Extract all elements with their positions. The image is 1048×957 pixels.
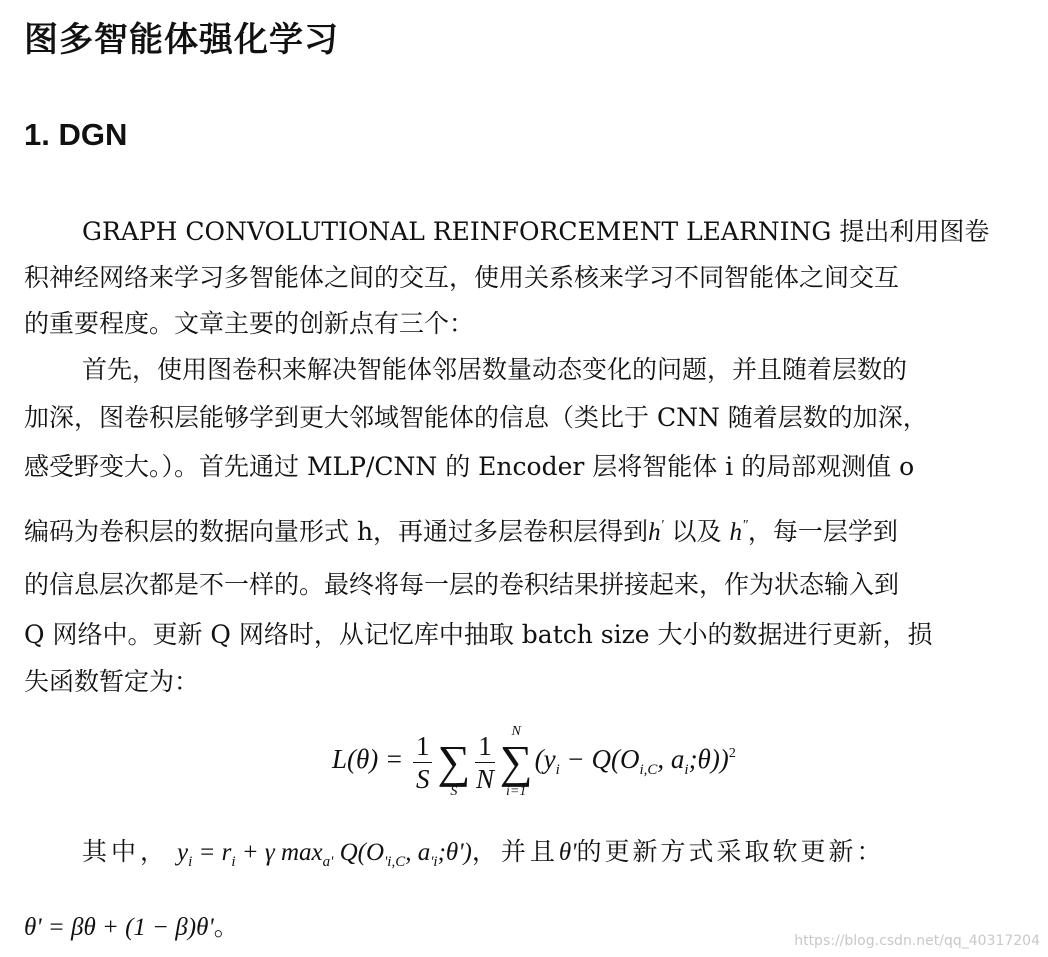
fraction-one-over-n: $\frac{1}{N}$	[476, 730, 495, 794]
paragraph-line: 的信息层次都是不一样的。最终将每一层的卷积结果拼接起来，作为状态输入到	[24, 570, 900, 599]
soft-update-formula: θ' = βθ + (1 − β)θ'	[24, 914, 214, 941]
paragraph-line: 失函数暂定为：	[24, 667, 200, 696]
watermark-url: https://blog.csdn.net/qq_40317204	[794, 933, 1040, 949]
paragraph-line: 感受野变大。）。首先通过 MLP/CNN 的 Encoder 层将智能体 i 的局部观测值 o	[24, 452, 915, 481]
theta-prime-symbol: θ'	[558, 839, 577, 866]
target-definition-line	[82, 837, 885, 877]
soft-update-formula-line	[24, 912, 239, 943]
h-prime-symbol: h'	[648, 518, 664, 546]
line-text: 。	[213, 912, 239, 941]
sum-over-s: ∑ S	[437, 736, 471, 799]
section-heading: 1. DGN	[24, 117, 128, 152]
line-text: 的更新方式采取软更新：	[576, 837, 885, 866]
paragraph-line: GRAPH CONVOLUTIONAL REINFORCEMENT LEARNING 提出利用图卷	[82, 217, 990, 246]
fraction-one-over-s: $\frac{1}{S}$	[413, 730, 433, 795]
loss-formula: L(θ) = $\frac{1}{S}$ ∑ S $\frac{1}{N}$ N ∑ i=1 ($y_i - Q(O_{i,C}$, $a_i;\theta))^2$	[332, 724, 736, 799]
target-formula: $y_i = r_i + \gamma$ $\max_{a'} Q(O_{'i,C}$, $a_{'i};\theta'$)	[176, 839, 472, 870]
paragraph-line: 首先，使用图卷积来解决智能体邻居数量动态变化的问题，并且随着层数的	[82, 355, 908, 384]
paragraph-line: 的重要程度。文章主要的创新点有三个：	[24, 309, 475, 338]
paragraph-line: 积神经网络来学习多智能体之间的交互，使用关系核来学习不同智能体之间交互	[24, 263, 900, 292]
line-text: ，每一层学到	[747, 517, 898, 546]
sum-over-i: N ∑ i=1	[499, 724, 533, 799]
paragraph-line: Q 网络中。更新 Q 网络时，从记忆库中抽取 batch size 大小的数据进行更新，损	[24, 620, 933, 649]
line-text: 其中，	[82, 837, 170, 866]
h-double-prime-symbol: h"	[729, 518, 748, 546]
line-text: ，并且	[471, 837, 559, 866]
paragraph-line-with-math	[24, 511, 898, 548]
line-text: 编码为卷积层的数据向量形式 h，再通过多层卷积层得到	[24, 517, 649, 546]
paragraph-line: 加深，图卷积层能够学到更大邻域智能体的信息（类比于 CNN 随着层数的加深，	[24, 403, 928, 432]
line-text: 以及	[663, 517, 730, 546]
page-title: 图多智能体强化学习	[24, 20, 339, 60]
